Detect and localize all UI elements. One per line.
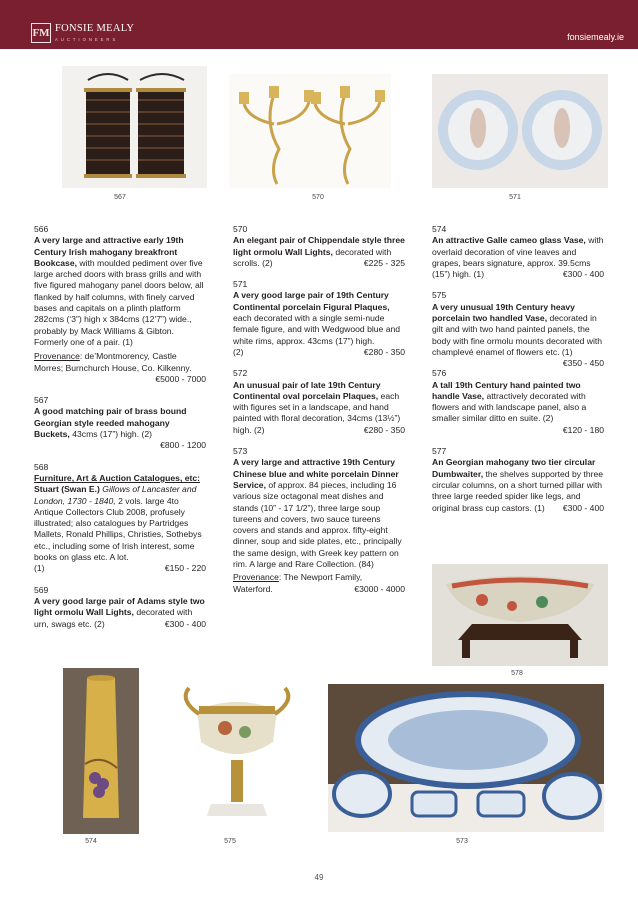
lot-number: 566	[34, 224, 49, 234]
lot-573	[233, 446, 405, 595]
lot-description: of approx. 84 pieces, including 16 various size octagonal meat dishes and stands (10” - 17 1/2”), three large soup tureens and covers, two sauce tureens covers and stands and approx. fifty-eight dinner, soup and side plates, etc., principally the same design, with Greek key pattern on rim. A large and Rare Collection. (84)	[233, 479, 402, 570]
lot-quantity: (2)	[233, 346, 244, 357]
lot-estimate: €300 - 400	[562, 502, 604, 513]
lot-description: decorated with scrolls. (2)	[233, 246, 392, 268]
lot-description: the shelves supported by three circular columns, on a short turned pillar with three large reeded spider like legs, and original brass cup castors. (1)	[432, 468, 604, 513]
lot-number: 574	[432, 224, 447, 234]
caption-573: 573	[456, 838, 468, 845]
lot-571-photo	[432, 74, 608, 188]
caption-574: 574	[85, 838, 97, 845]
lot-title: An Georgian mahogany two tier circular Dumbwaiter,	[432, 457, 596, 479]
lot-number: 576	[432, 368, 447, 379]
lot-number: 570	[233, 224, 248, 234]
lot-quantity: (1)	[34, 563, 45, 574]
lot-571	[233, 279, 405, 358]
lot-estimate: €280 - 350	[363, 424, 405, 435]
lot-description: decorated with urn, swags etc. (2)	[34, 607, 193, 629]
lot-estimate: €300 - 400	[164, 618, 206, 629]
lot-title: A very good large pair of Adams style two light ormolu Wall Lights,	[34, 595, 205, 618]
column-1	[34, 224, 206, 640]
lot-description: with moulded pediment over five large arched doors with brass grills and with five figured mahogany panel doors below, all flanked by half columns, with finely carved bases and capitals on a plinth platform 282cms (‘3”) high x 384cms (12’7”) wide., probably by Mack Williams & Gibton. Formerly one of a pair. (1)	[34, 257, 204, 347]
lot-577	[432, 446, 604, 514]
lot-author: Stuart (Swan E.)	[34, 484, 100, 495]
lot-title: A very large and attractive early 19th Century Irish mahogany breakfront Bookcase,	[34, 235, 184, 268]
lot-quantity: Waterford.	[233, 583, 273, 594]
lot-570-photo	[229, 74, 391, 188]
header-bar	[0, 0, 638, 49]
lot-number: 577	[432, 446, 447, 457]
provenance-label: Provenance	[34, 351, 80, 362]
lot-number: 573	[233, 446, 248, 457]
lot-description: each with figures set in a landscape, and hand painted with floral decoration, 34cms (13½”) high. (2)	[233, 390, 401, 435]
lot-estimate: €350 - 450	[562, 358, 604, 369]
lot-567	[34, 395, 206, 451]
lot-estimate: €800 - 1200	[160, 440, 206, 451]
lot-number: 568	[34, 461, 49, 472]
column-2	[233, 224, 405, 605]
lot-title: An elegant pair of Chippendale style three light ormolu Wall Lights,	[233, 235, 405, 257]
lot-title: A good matching pair of brass bound Georgian style reeded mahogany Buckets,	[34, 406, 187, 440]
lot-572	[233, 368, 405, 436]
lot-estimate: €300 - 400	[562, 269, 604, 280]
provenance-label: Provenance	[233, 572, 279, 583]
page-number: 49	[314, 873, 324, 882]
lot-number: 575	[432, 290, 447, 301]
lot-570	[233, 224, 405, 269]
lot-title: A very large and attractive 19th Century Chinese blue and white porcelain Dinner Service,	[233, 457, 399, 490]
lot-573-photo	[328, 684, 604, 832]
provenance-text: : de’Montmorency, Castle Morres; Burnchurch House, Co. Kilkenny.	[34, 351, 192, 373]
lot-description: with overlaid decoration of vine leaves and grapes, bears signature, approx. 39.5cms (15”) high. (1)	[432, 235, 604, 280]
caption-567: 567	[114, 194, 126, 201]
lot-estimate: €280 - 350	[363, 346, 405, 357]
lot-567-photo	[62, 66, 207, 188]
lot-title: An attractive Galle cameo glass Vase,	[432, 235, 586, 246]
lot-description: attractively decorated with flowers and with landscape panel, also a smaller similar ditto en suite. (2)	[432, 390, 587, 424]
lot-number: 572	[233, 368, 248, 379]
logo-mark: FM	[31, 23, 51, 43]
lot-title: A very unusual 19th Century heavy porcelain two handled Vase,	[432, 301, 575, 324]
lot-574-photo	[63, 668, 139, 834]
caption-571: 571	[509, 194, 521, 201]
logo-subtitle: AUCTIONEERS	[55, 36, 119, 42]
logo[interactable]	[31, 23, 134, 43]
lot-566	[34, 224, 206, 385]
column-3	[432, 224, 604, 524]
lot-estimate: €5000 - 7000	[155, 373, 206, 384]
lot-description: 2 vols. large 4to Antique Collectors Club 2008, profusely illustrated; also catalogues by Partridges Mallets, Ronald Phillips, Christies, Sothebys etc., including some of Irish interest, some books on glass etc. A lot.	[34, 495, 202, 563]
lot-title: An unusual pair of late 19th Century Continental oval porcelain Plaques,	[233, 379, 381, 401]
lot-description: each decorated with a single semi-nude female figure, and with Wedgwood blue and white rims, approx. 43cms (17”) high.	[233, 313, 401, 346]
logo-name: FONSIE MEALY	[55, 23, 135, 35]
lot-estimate: €120 - 180	[562, 424, 604, 435]
lot-568	[34, 462, 206, 575]
lot-number: 567	[34, 395, 49, 406]
lot-574	[432, 224, 604, 280]
site-url[interactable]: fonsiemealy.ie	[567, 32, 624, 42]
lot-description: decorated in gilt and with two hand painted panels, the body with fine ormolu mounts decorated with champlevé enamel of flowers etc. (1)	[432, 313, 603, 357]
lot-575	[432, 290, 604, 369]
caption-575: 575	[224, 838, 236, 845]
caption-570: 570	[312, 194, 324, 201]
caption-578: 578	[511, 670, 523, 677]
lot-description: 43cms (17”) high. (2)	[69, 429, 152, 440]
lot-title: A very good large pair of 19th Century Continental porcelain Figural Plaques,	[233, 290, 390, 312]
lot-575-photo	[175, 680, 300, 832]
lot-title: A tall 19th Century hand painted two handle Vase,	[432, 379, 581, 401]
lot-estimate: €225 - 325	[363, 257, 405, 268]
lot-569	[34, 585, 206, 630]
lot-estimate: €3000 - 4000	[354, 583, 405, 594]
lot-576	[432, 368, 604, 436]
lot-title: Furniture, Art & Auction Catalogues, etc:	[34, 472, 200, 483]
lot-estimate: €150 - 220	[164, 563, 206, 574]
lot-book-title: Gillows of Lancaster and London, 1730 - 1840,	[34, 484, 197, 506]
lot-number: 571	[233, 279, 248, 290]
provenance-text: : The Newport Family,	[278, 572, 363, 583]
lot-number: 569	[34, 584, 49, 595]
lot-578-photo	[432, 564, 608, 666]
